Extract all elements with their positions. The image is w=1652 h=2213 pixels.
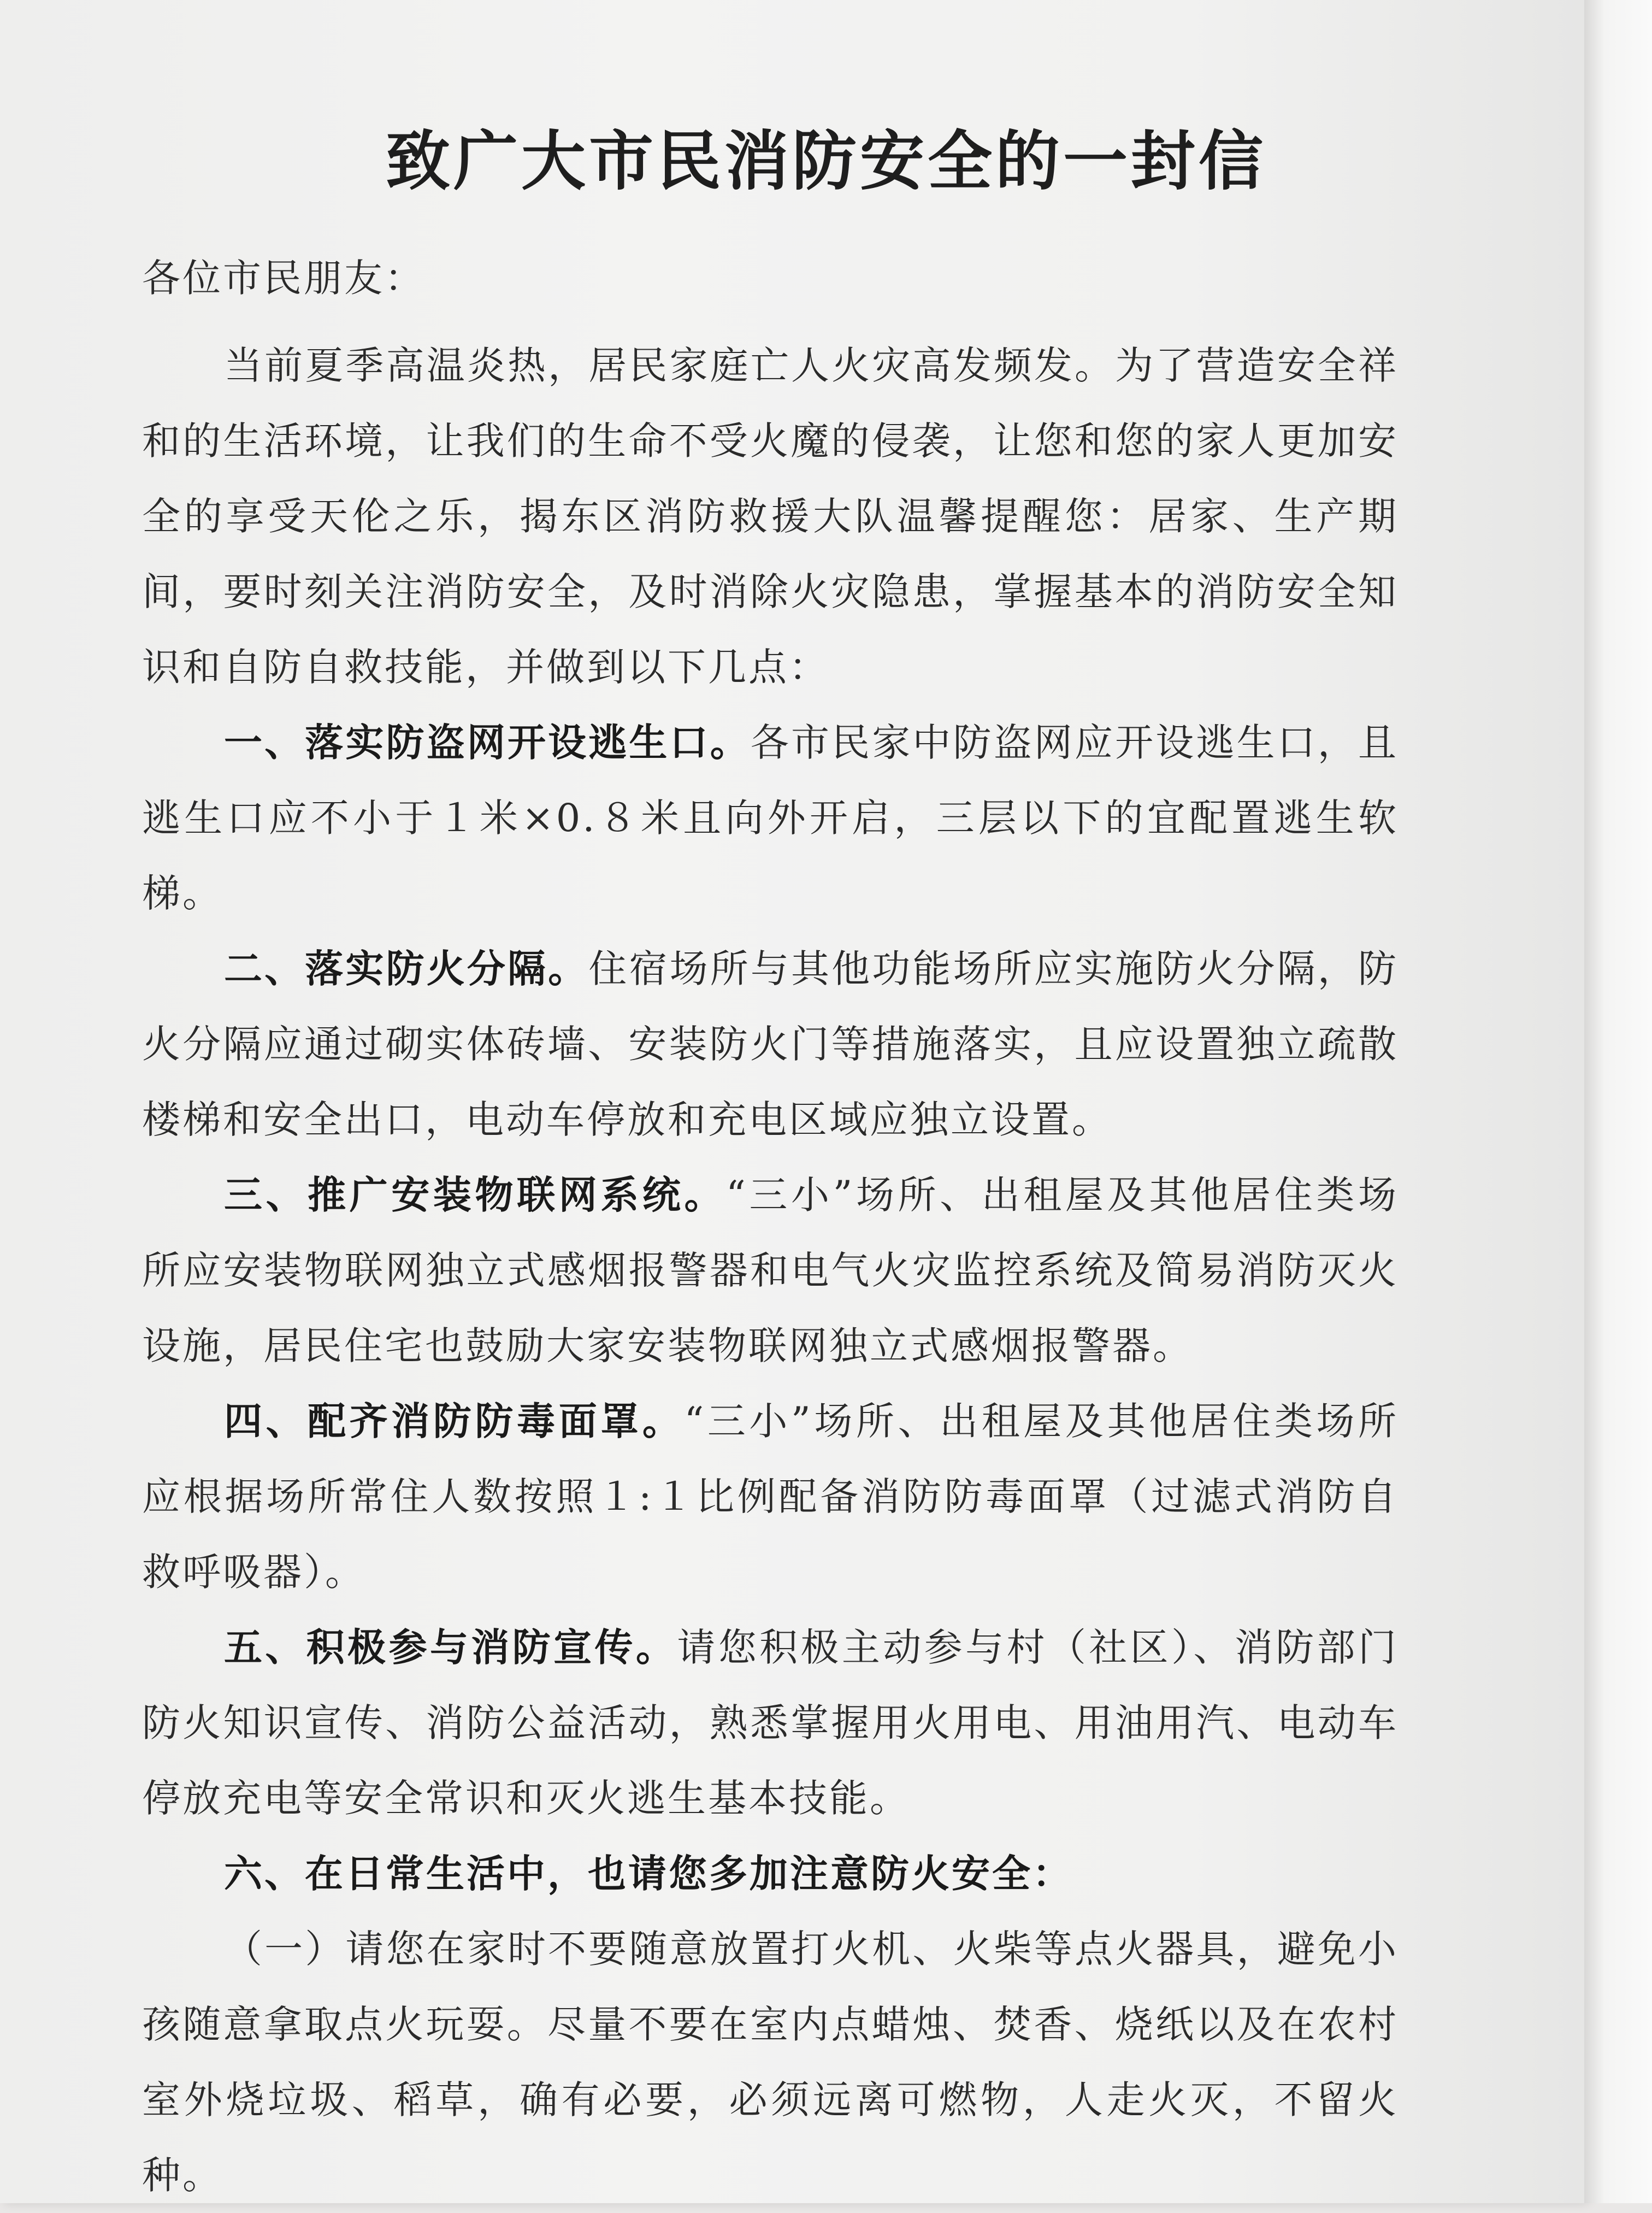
section-2-body: 住宿场所与其他功能场所应实施防火分隔，防火分隔应通过砌实体砖墙、安装防火门等措施落实，且应设置独立疏散楼梯和安全出口，电动车停放和充电区域应独立设置。 [142, 946, 1399, 1142]
intro-paragraph: 当前夏季高温炎热，居民家庭亡人火灾高发频发。为了营造安全祥和的生活环境，让我们的生命不受火魔的侵袭，让您和您的家人更加安全的享受天伦之乐，揭东区消防救援大队温馨提醒您：居家、生产期间，要时刻关注消防安全，及时消除火灾隐患，掌握基本的消防安全知识和自防自救技能，并做到以下几点： [142, 343, 1399, 690]
section-6 [142, 1836, 1399, 1911]
section-2-heading: 二、落实防火分隔。 [224, 946, 589, 991]
section-5-body: 请您积极主动参与村（社区）、消防部门防火知识宣传、消防公益活动，熟悉掌握用火用电、用油用汽、电动车停放充电等安全常识和灭火逃生基本技能。 [142, 1625, 1399, 1821]
section-1-body: 各市民家中防盗网应开设逃生口，且逃生口应不小于１米×0.８米且向外开启，三层以下的宜配置逃生软梯。 [142, 720, 1399, 916]
section-5-heading: 五、积极参与消防宣传。 [224, 1625, 677, 1670]
salutation: 各位市民朋友： [142, 256, 425, 301]
section-2 [142, 931, 1399, 1157]
section-3-body: “三小”场所、出租屋及其他居住类场所应安装物联网独立式感烟报警器和电气火灾监控系统及简易消防灭火设施，居民住宅也鼓励大家安装物联网独立式感烟报警器。 [142, 1173, 1399, 1368]
section-3 [142, 1157, 1399, 1384]
section-1-heading: 一、落实防盗网开设逃生口。 [224, 720, 751, 765]
letter-title: 致广大市民消防安全的一封信 [385, 123, 1266, 199]
section-3-heading: 三、推广安装物联网系统。 [224, 1172, 727, 1217]
subitem-1: （一）请您在家时不要随意放置打火机、火柴等点火器具，避免小孩随意拿取点火玩耍。尽量不要在室内点蜡烛、焚香、烧纸以及在农村室外烧垃圾、稻草，确有必要，必须远离可燃物，人走火灭，不留火种。 [142, 1927, 1399, 2198]
section-4-body: “三小”场所、出租屋及其他居住类场所应根据场所常住人数按照１:１比例配备消防防毒面罩（过滤式消防自救呼吸器）。 [142, 1399, 1399, 1594]
section-1 [142, 705, 1399, 931]
section-6-heading: 六、在日常生活中，也请您多加注意防火安全： [224, 1851, 1073, 1896]
adjacent-page-edge [1584, 0, 1652, 2203]
section-4 [142, 1384, 1399, 1610]
letter-body [142, 240, 1399, 2213]
section-5 [142, 1610, 1399, 1836]
section-4-heading: 四、配齐消防防毒面罩。 [224, 1398, 685, 1444]
